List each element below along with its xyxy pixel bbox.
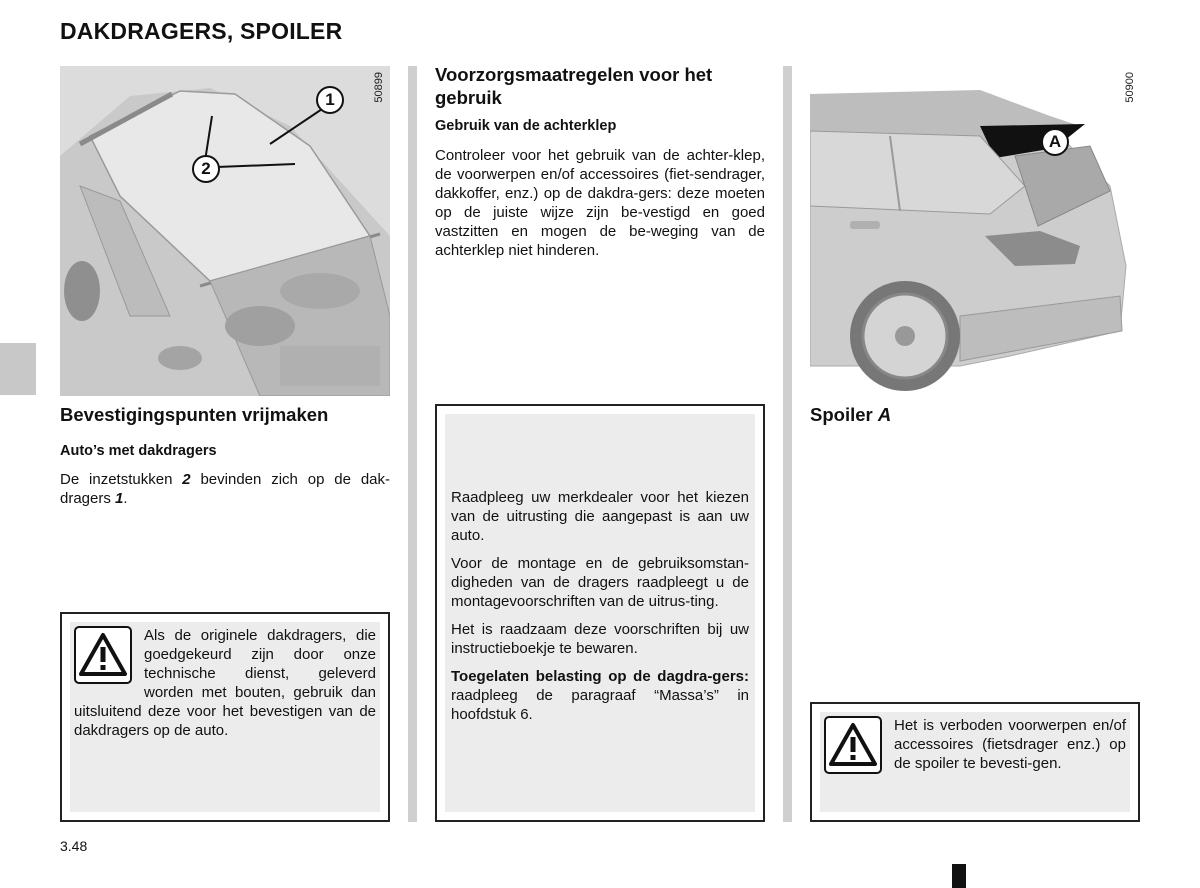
roof-rack-illustration xyxy=(60,66,390,396)
warning-triangle-icon xyxy=(74,626,132,684)
section-heading-fixing-points: Bevestigingspunten vrijmaken xyxy=(60,404,329,425)
paragraph-tailgate-check: Controleer voor het gebruik van de achter-klep, de voorwerpen en/of accessoires (fiet-sendrager, dakkoffer, enz.) op de dakdra-gers: deze moeten op de juiste wijze zijn be-vestigd en goed vastzitten en mogen de be-weging van de achterklep niet hinderen. xyxy=(435,147,765,259)
spoiler-heading-letter: A xyxy=(877,404,892,425)
ref-1: 1 xyxy=(115,490,124,507)
spoiler-warning-text: Het is verboden voorwerpen en/of accessoires (fietsdrager enz.) op de spoiler te bevesti-gen. xyxy=(894,717,1126,772)
subheading-tailgate-use: Gebruik van de achterklep xyxy=(435,118,617,134)
page-title: DAKDRAGERS, SPOILER xyxy=(60,18,343,44)
text-part: . xyxy=(123,490,128,507)
permitted-load-text: raadpleeg de paragraaf “Massa’s” in hoofdstuk 6. xyxy=(451,687,749,723)
ref-2: 2 xyxy=(182,471,191,488)
warning-box-spoiler xyxy=(810,702,1140,822)
callout-a: A xyxy=(1041,128,1069,156)
callout-1: 1 xyxy=(316,86,344,114)
spoiler-heading-text: Spoiler xyxy=(810,404,878,425)
text-part: bevinden zich op de dak-dragers xyxy=(60,471,390,507)
info-paragraph-dealer: Raadpleeg uw merkdealer voor het kiezen van de uitrusting die aangepast is aan uw auto. xyxy=(451,489,749,544)
car-rear-drawing xyxy=(810,66,1140,396)
image-reference-number: 50899 xyxy=(373,72,385,103)
text-part: De inzetstukken xyxy=(60,471,183,488)
warning-text: Als de originele dakdragers, die goedgekeurd zijn door onze technische dienst, geleverd worden met bouten, gebruik dan uitsluitend deze voor het bevestigen van de dakdragers op de auto. xyxy=(74,627,376,739)
permitted-load-label: Toegelaten belasting op de dagdra-gers: xyxy=(451,668,749,685)
info-paragraph-mounting: Voor de montage en de gebruiksomstan-digheden van de dragers raadpleegt u de montagevoorschriften van de uitrus-ting. xyxy=(451,555,749,610)
image-reference-number-right: 50900 xyxy=(1124,72,1136,103)
chapter-tab xyxy=(0,343,36,395)
subheading-cars-with-racks: Auto’s met dakdragers xyxy=(60,443,217,459)
info-paragraph-permitted-load xyxy=(451,667,749,724)
info-paragraph-keep-instructions: Het is raadzaam deze voorschriften bij uw instructieboekje te bewaren. xyxy=(451,621,749,657)
page-number: 3.48 xyxy=(60,838,88,854)
info-box-equipment xyxy=(435,404,765,822)
column-divider-right xyxy=(783,66,792,822)
callout-2: 2 xyxy=(192,155,220,183)
warning-box-roof-racks xyxy=(60,612,390,822)
section-heading-spoiler xyxy=(810,403,891,426)
section-heading-precautions: Voorzorgsmaatregelen voor het gebruik xyxy=(435,64,713,108)
car-roof-drawing xyxy=(60,66,390,396)
spoiler-illustration xyxy=(810,66,1140,396)
column-divider-left xyxy=(408,66,417,822)
paragraph-insert-pieces xyxy=(60,470,390,508)
warning-triangle-icon xyxy=(824,716,882,774)
page-edge-mark xyxy=(952,864,966,888)
